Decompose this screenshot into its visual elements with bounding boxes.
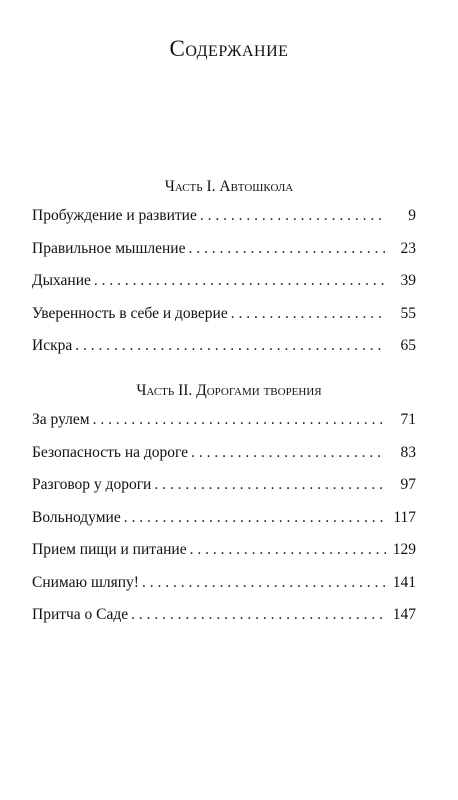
part-heading-1: Часть I. Автошкола (164, 178, 294, 195)
dot-leader (188, 240, 386, 258)
toc-entry-label: Снимаю шляпу! (32, 573, 139, 591)
dot-leader (154, 476, 386, 494)
toc-list-part-2 (32, 411, 416, 639)
dot-leader (131, 606, 386, 624)
toc-entry-page: 83 (400, 443, 416, 461)
toc-entry-label: Притча о Саде (32, 606, 129, 623)
dot-leader (200, 207, 386, 225)
toc-entry[interactable] (32, 574, 416, 607)
toc-entry[interactable] (32, 207, 416, 240)
dot-leader (75, 337, 386, 355)
toc-entry[interactable] (32, 509, 416, 542)
dot-leader (142, 574, 386, 592)
toc-entry[interactable] (32, 240, 416, 273)
dot-leader (190, 541, 386, 559)
toc-entry[interactable] (32, 444, 416, 477)
toc-entry-page: 71 (400, 411, 416, 428)
toc-entry-page: 147 (392, 606, 416, 623)
toc-list-part-1 (32, 207, 416, 370)
page-title: Содержание (169, 36, 289, 61)
toc-entry[interactable] (32, 305, 416, 338)
toc-entry-page: 141 (392, 573, 416, 591)
toc-entry-page: 9 (408, 207, 416, 224)
toc-entry-page: 65 (400, 337, 416, 354)
toc-entry-label: Разговор у дороги (32, 476, 152, 493)
toc-entry-page: 55 (400, 304, 416, 322)
toc-entry-page: 23 (400, 239, 416, 257)
toc-entry-label: Искра (32, 337, 73, 354)
toc-entry-label: За рулем (32, 411, 90, 428)
toc-entry-label: Вольнодумие (32, 508, 121, 526)
toc-entry-page: 129 (392, 541, 416, 558)
toc-entry-label: Правильное мышление (32, 239, 186, 257)
toc-entry[interactable] (32, 476, 416, 509)
toc-entry[interactable] (32, 541, 416, 574)
dot-leader (93, 411, 386, 429)
dot-leader (124, 509, 386, 527)
toc-entry[interactable] (32, 606, 416, 639)
toc-entry[interactable] (32, 272, 416, 305)
toc-entry-label: Уверенность в себе и доверие (32, 304, 228, 322)
toc-entry-label: Пробуждение и развитие (32, 207, 197, 224)
dot-leader (231, 305, 386, 323)
toc-entry-page: 117 (393, 508, 416, 526)
dot-leader (191, 444, 386, 462)
toc-entry[interactable] (32, 337, 416, 370)
toc-entry-label: Дыхание (32, 272, 91, 289)
toc-entry[interactable] (32, 411, 416, 444)
toc-entry-page: 97 (400, 476, 416, 493)
part-heading-2: Часть II. Дорогами творения (136, 382, 322, 399)
dot-leader (94, 272, 386, 290)
toc-entry-label: Прием пищи и питание (32, 541, 187, 558)
toc-entry-page: 39 (400, 272, 416, 289)
toc-entry-label: Безопасность на дороге (32, 443, 189, 461)
